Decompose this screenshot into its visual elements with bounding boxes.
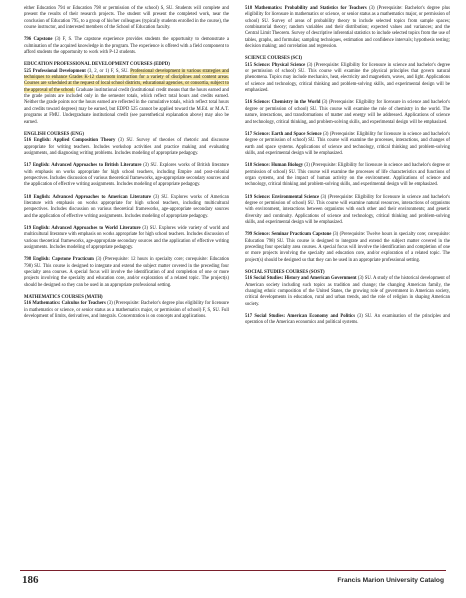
course-title: 796 Capstone [24,37,53,43]
course-body: (3) (Prerequisite: Bachelor's degree plus eligibility for licensure in mathematics or science, or senior status as a mathematics major, or permission of school) F, S, SU. Full development of limits, derivatives, and integrals. Concentration is on concepts and applications. [24,301,229,320]
course-title: 516 Science: Chemistry in the World [245,100,321,106]
course-body: (3) (Prerequisite: Bachelor's degree plus eligibility for licensure in mathematics or science, or senior status as a mathematics major, or permission of school) SU. Survey of areas of probability theory to include selected topics from sample spaces; combinatorial theory; random variables and their distribution; expected values and variances; and the Central Limit Theorem. Survey of descriptive inferential statistics to include selected topics from the use of tables, graphs, and formulas; sampling techniques, estimation and confidence intervals; hypothesis testing; decision making; and correlation and regression. [245,6,450,50]
course-body: (3) F, S. The capstone experience provides students the opportunity to demonstrate a culmination of the acquired knowledge in the program. The experience is offered with a field component to afford students the opportunity to work with P-12 students. [24,37,229,56]
course-body: (3) (Prerequisite: Eligibility for licensure in science and bachelor's degree or permission of school) SU. This course will examine natural resources, interactions of organisms with environment, interactions between organisms with each other and their environments; and genetic diversity and continuity. Applications of science and technology, critical thinking and problem-solving skills, and experimental design will be emphasized. [245,194,450,225]
course-body: (3) (Prerequisite: Twelve hours in specialty core; corequisite: Education 798) SU. This course is designed to integrate and extend the subject matter covered in the preceding four specialty area courses. A special focus will involve the identification and completion of one or more projects involving the specialty and education core, and/or exploration of a related topic. The project(s) should be designed so that they can be used in an appropriate professional setting. [245,232,450,263]
course-sci-799 [245,232,450,264]
course-796 [24,37,229,56]
course-body: (3) SU. Explores wide variety of world and multicultural literature with emphasis on works appropriate for high school teachers. Includes discussion of various theoretical frameworks, age-appropriate secondary sources and the application of effective writing assignments. Includes modeling of appropriate pedagogy. [24,225,229,250]
section-heading-edpd: EDUCATION PROFESSIONAL DEVELOPMENT COURSES (EDPD) [24,62,170,68]
course-title: 525 Professional Development [24,68,86,74]
course-title: 519 English: Advanced Approaches to World Literature [24,225,141,231]
course-title: 798 English: Capstone Practicum [24,257,94,263]
course-sost-516 [245,276,450,308]
course-795-continuation [24,6,229,31]
course-sci-515 [245,63,450,95]
course-body: Graduate institutional credit (institutional credit means that the hours earned and the grade points are included only in the semester totals, which reflect total hours and credits earned. Neither the grade points nor the hours earned are reflected in the cumulative totals, which reflect total hours and credits toward degrees) may be earned, but EDPD 525 cannot be applied toward the M.Ed. or M.A.T. programs at FMU. Undergraduate institutional credit (see parenthetical explanation above) may also be earned. [24,87,229,125]
course-eng-798 [24,257,229,289]
course-title: 799 Science: Seminar Practicum Capstone [245,232,332,238]
highlighted-text: Professional development in various strategies and techniques to enhance Grades K-12 classroom instruction for a variety of disciplines and content areas. Courses are scheduled at the request of local school districts, educational agencies, or consortia, subject to the approval of the school. [24,68,229,93]
course-sci-519 [245,195,450,227]
course-body: (3) SU. A study of the historical development of American society including such topics as tradition and change; the changing American family, the changing ethnic composition of the United States, the growing role of government in American society, critical developments in education, rural and urban trends, and the role of religion in shaping American society. [245,276,450,307]
course-eng-517 [24,163,229,188]
section-heading-eng: ENGLISH COURSES (ENG) [24,131,84,137]
course-eng-519 [24,226,229,251]
course-sost-517 [245,314,450,327]
section-heading-sost: SOCIAL STUDIES COURSES (SOST) [245,270,325,276]
catalog-name: Francis Marion University Catalog [337,577,444,584]
right-column [245,6,450,333]
course-body: (3) (Prerequisite: Eligibility for licensure in science and bachelor's degree or permission of school) SU. This course will examine the role of chemistry in the world. The nature, interactions, and transformations of matter and energy will be addressed. Applications of science and technology, critical thinking, and problem-solving skills, and experimental design will be emphasized. [245,100,450,125]
course-title: 517 Science: Earth and Space Science [245,131,322,137]
left-column [24,6,229,326]
course-body: (3) (Prerequisite: 12 hours in specialty core; corequisite: Education 798) SU. This course is designed to integrate and extend the subject matter covered in the preceding four specialty area courses. A special focus will involve the identification of and completion of one or more projects involving the specialty and education core, and/or exploration of a related topic. The project(s) should be designed so they can be used in an appropriate professional setting. [24,257,230,288]
course-body: (3) (Prerequisite: Eligibility for licensure in science and bachelor's degree or permission of school) SU. This course will examine the physical principles that govern natural phenomena. Topics may include mechanics, heat, electricity and magnetism, waves, and light. Applications of science and technology, critical thinking and problem-solving skills, and experimental design will be emphasized. [245,62,450,94]
course-body: (3) (Prerequisite: Eligibility for licensure in science and bachelor's degree or permission of school) SU. This course will examine the processes of life characteristics and functions of organ systems, and the impact of human activity on the environment. Applications of science and technology, critical thinking and problem-solving skills, and experimental design will be emphasized. [245,163,450,188]
course-sci-518 [245,163,450,188]
course-title: 516 English: Applied Composition Theory [24,138,116,144]
course-body: (3) SU. Survey of theories of rhetoric and discourse appropriate for writing teachers. Includes workshop activities and practice making and evaluating assignments, and diagnosing writing problems. Includes modeling of appropriate pedagogy. [24,138,229,156]
course-sci-517 [245,132,450,157]
course-eng-518 [24,195,229,220]
course-body: (3) (Prerequisite: Eligibility for licensure in science and bachelor's degree or permission of school) SU. This course will examine the processes, interactions, and changes of earth and space systems. Applications of science and technology, critical thinking and problem-solving skills, and experimental design will be emphasized. [245,131,450,156]
course-title: 518 Mathematics: Probability and Statistics for Teachers [245,6,367,11]
course-title: 516 Mathematics: Calculus for Teachers [24,301,106,307]
course-body: either Education 794 or Education 798 or permission of the school) S, SU. Students will complete and present the results of their research projects. The student will present the completed work, near the conclusion of Education 795, to a group of his/her colleagues (typically students enrolled in the course), the course instructor, and interested members of the School of Education faculty. [24,6,229,31]
section-heading-sci: SCIENCE COURSES (SCI) [245,56,303,62]
course-title: 519 Science: Environmental Science [245,194,320,200]
course-title: 516 Social Studies: History and American Government [245,276,357,282]
course-credits: (3, 2, or 1) F, S, SU. [85,68,131,74]
course-525 [24,69,229,126]
course-sci-516 [245,100,450,125]
course-title: 518 Science: Human Biology [245,163,304,169]
course-body: (3) SU. Explores works of British literature with emphasis on works appropriate for high school teachers, including Empire and post-colonial perspectives. Includes discussion of various theoretical frameworks, age-appropriate secondary sources and the application of effective writing assignments. Includes modeling of appropriate pedagogy. [24,163,229,188]
course-title: 518 English: Advanced Approaches to American Literature [24,194,152,200]
footer-divider [20,570,446,571]
course-math-516 [24,301,229,320]
course-body: (3) SU. Explores works of American literature with emphasis on works appropriate for high school teachers, including multicultural perspectives. Includes discussion on various theoretical frameworks, age-appropriate secondary sources and the application of effective writing assignments. Includes modeling of appropriate pedagogy. [24,194,229,219]
course-math-518 [245,6,450,50]
section-heading-math: MATHEMATICS COURSES (MATH) [24,295,103,301]
course-title: 517 English: Advanced Approaches to British Literature [24,163,142,169]
course-eng-516 [24,138,229,157]
course-body: (3) SU. An examination of the principles and operation of the American economics and political systems. [245,314,450,326]
page-number: 186 [22,574,39,586]
course-title: 517 Social Studies: American Economy and Politics [245,314,356,320]
course-title: 515 Science: Physical Science [245,62,306,68]
